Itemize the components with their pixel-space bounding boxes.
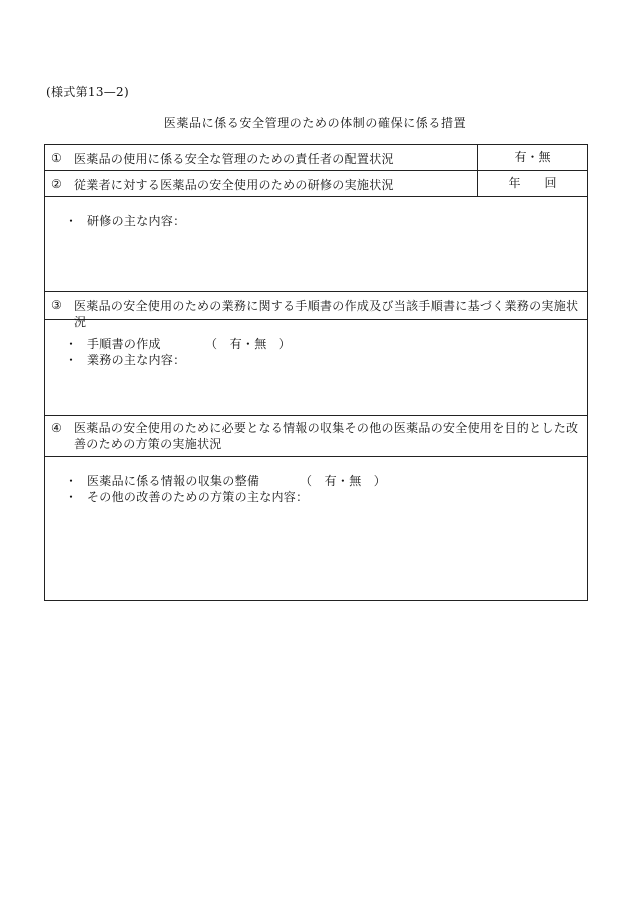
bullet-mark: ・ (65, 353, 78, 367)
item-2-text: 従業者に対する医薬品の安全使用のための研修の実施状況 (74, 178, 394, 192)
item-3-detail-box[interactable] (45, 320, 587, 416)
list-item (65, 473, 577, 489)
work-content-label: 業務の主な内容： (87, 353, 186, 367)
bullet-mark: ・ (65, 474, 78, 488)
item-4-number: ④ (51, 421, 62, 435)
item-4-text: 医薬品の安全使用のために必要となる情報の収集その他の医薬品の安全使用を目的とした改善のための方策の実施状況 (74, 421, 579, 451)
table-row-item-1 (45, 145, 587, 171)
measures-table (44, 144, 588, 601)
item-3-bullets (65, 336, 577, 368)
item-2-number: ② (51, 177, 62, 191)
table-row-item-2 (45, 171, 587, 197)
list-item (65, 352, 577, 368)
item-3-number: ③ (51, 298, 62, 312)
info-collection-label: 医薬品に係る情報の収集の整備 (87, 474, 260, 488)
item-2-year-label: 年 (508, 176, 521, 190)
item-1-choice: 有・無 (514, 150, 551, 164)
list-item (65, 213, 577, 229)
bullet-mark: ・ (65, 490, 78, 504)
table-row-item-3 (45, 292, 587, 329)
document-title: 医薬品に係る安全管理のための体制の確保に係る措置 (163, 116, 467, 130)
item-3-text: 医薬品の安全使用のための業務に関する手順書の作成及び当該手順書に基づく業務の実施状況 (74, 299, 579, 329)
item-1-answer-cell[interactable] (478, 145, 587, 170)
item-1-text: 医薬品の使用に係る安全な管理のための責任者の配置状況 (74, 152, 394, 166)
item-2-detail-box[interactable] (45, 197, 587, 292)
item-4-question-cell (45, 416, 587, 456)
item-3-question-cell (45, 292, 587, 329)
item-2-times-label: 回 (544, 176, 557, 190)
improvement-content-label: その他の改善のための方策の主な内容： (87, 490, 309, 504)
manual-creation-choice[interactable]: （ 有・無 ） (205, 337, 292, 351)
list-item (65, 489, 577, 505)
list-item (65, 336, 577, 352)
item-1-question-cell (45, 145, 478, 170)
item-2-question-cell (45, 171, 478, 196)
item-2-answer-cell[interactable] (478, 171, 587, 196)
table-row-item-4 (45, 416, 587, 457)
bullet-mark: ・ (65, 337, 78, 351)
training-content-label: 研修の主な内容： (87, 214, 186, 228)
item-4-bullets (65, 473, 577, 505)
item-1-number: ① (51, 151, 62, 165)
form-number: (様式第13—2) (46, 85, 129, 99)
manual-creation-label: 手順書の作成 (87, 337, 161, 351)
bullet-mark: ・ (65, 214, 78, 228)
item-4-detail-box[interactable] (45, 457, 587, 602)
item-2-bullets (65, 213, 577, 229)
info-collection-choice[interactable]: （ 有・無 ） (300, 474, 387, 488)
